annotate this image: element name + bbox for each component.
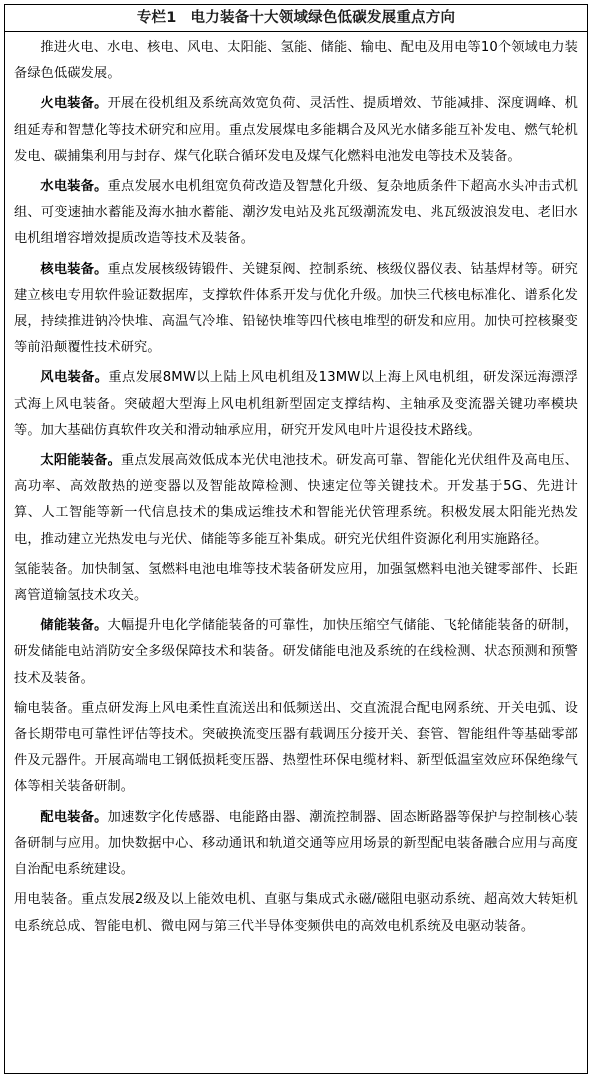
- paragraph-heading: 核电装备。: [40, 261, 108, 277]
- paragraph: [14, 805, 578, 884]
- paragraph: [14, 448, 578, 553]
- paragraph-heading: 储能装备。: [40, 618, 108, 634]
- paragraph: [14, 257, 578, 362]
- paragraph: [14, 35, 578, 87]
- paragraph-heading: 水电装备。: [40, 179, 108, 195]
- paragraph: [14, 613, 578, 692]
- paragraph-heading: 太阳能装备。: [40, 453, 122, 469]
- paragraph-heading: 火电装备。: [40, 96, 108, 112]
- paragraph: [14, 174, 578, 253]
- box-title-label: 专栏1: [136, 10, 177, 26]
- paragraph-heading: 风电装备。: [40, 370, 109, 386]
- paragraph: [14, 365, 578, 444]
- paragraph: [14, 696, 578, 801]
- feature-box: [4, 4, 588, 1074]
- paragraph-text: 重点发展高效低成本光伏电池技术。研发高可靠、智能化光伏组件及高电压、高功率、高效散热的逆变器以及智能故障检测、快速定位等关键技术。开发基于5G、先进计算、人工智能等新一代信息技术的集成运维技术和智能光伏管理系统。积极发展太阳能光热发电，推动建立光热发电与光伏、储能等多能互补集成。研究光伏组件资源化利用实施路径。: [14, 453, 578, 547]
- box-title-text: 电力装备十大领域绿色低碳发展重点方向: [190, 10, 456, 26]
- paragraph-text: 大幅提升电化学储能装备的可靠性，加快压缩空气储能、飞轮储能装备的研制，研发储能电站消防安全多级保障技术和装备。研发储能电池及系统的在线检测、状态预测和预警技术及装备。: [14, 618, 579, 686]
- paragraph-text: 重点发展核级铸锻件、关键泵阀、控制系统、核级仪器仪表、钴基焊材等。研究建立核电专用软件验证数据库，支撑软件体系开发与优化升级。加快三代核电标准化、谱系化发展，持续推进钠冷快堆、高温气冷堆、铅铋快堆等四代核电堆型的研发和应用。加快可控核聚变等前沿颠覆性技术研究。: [14, 261, 579, 356]
- paragraph: [14, 91, 578, 170]
- box-body: [5, 32, 587, 940]
- paragraph-text: 加速数字化传感器、电能路由器、潮流控制器、固态断路器等保护与控制核心装备研制与应用。加快数据中心、移动通讯和轨道交通等应用场景的新型配电装备融合应用与高度自治配电系统建设。: [14, 809, 579, 878]
- paragraph-text: 用电装备。重点发展2级及以上能效电机、直驱与集成式永磁/磁阻电驱动系统、超高效大转矩机电系统总成、智能电机、微电网与第三代半导体变频供电的高效电机系统及电驱动装备。: [14, 892, 578, 934]
- paragraph-text: 重点发展8MW以上陆上风电机组及13MW以上海上风电机组，研发深远海漂浮式海上风电装备。突破超大型海上风电机组新型固定支撑结构、主轴承及变流器关键功率模块等。加大基础仿真软件攻关和滑动轴承应用，研究开发风电叶片退役技术路线。: [14, 370, 578, 438]
- paragraph-text: 输电装备。重点研发海上风电柔性直流送出和低频送出、交直流混合配电网系统、开关电弧、设备长期带电可靠性评估等技术。突破换流变压器有载调压分接开关、套管、智能组件等基础零部件及元器件。开展高端电工钢低损耗变压器、热塑性环保电缆材料、新型低温室效应环保绝缘气体等相关装备研制。: [14, 700, 578, 795]
- paragraph-text: 氢能装备。加快制氢、氢燃料电池电堆等技术装备研发应用，加强氢燃料电池关键零部件、长距离管道输氢技术攻关。: [14, 561, 578, 604]
- paragraph: [14, 887, 578, 939]
- paragraph-heading: 配电装备。: [40, 809, 108, 825]
- box-title: [5, 5, 587, 32]
- paragraph-text: 推进火电、水电、核电、风电、太阳能、氢能、储能、输电、配电及用电等10个领域电力装备绿色低碳发展。: [14, 40, 578, 82]
- paragraph-text: 重点发展水电机组宽负荷改造及智慧化升级、复杂地质条件下超高水头冲击式机组、可变速抽水蓄能及海水抽水蓄能、潮汐发电站及兆瓦级潮流发电、兆瓦级波浪发电、老旧水电机组增容增效提质改造等技术及装备。: [14, 179, 579, 247]
- paragraph-text: 开展在役机组及系统高效宽负荷、灵活性、提质增效、节能减排、深度调峰、机组延寿和智慧化等技术研究和应用。重点发展煤电多能耦合及风光水储多能互补发电、燃气轮机发电、碳捕集利用与封存、煤气化联合循环发电及煤气化燃料电池发电等技术及装备。: [14, 96, 579, 164]
- paragraph: [14, 557, 578, 609]
